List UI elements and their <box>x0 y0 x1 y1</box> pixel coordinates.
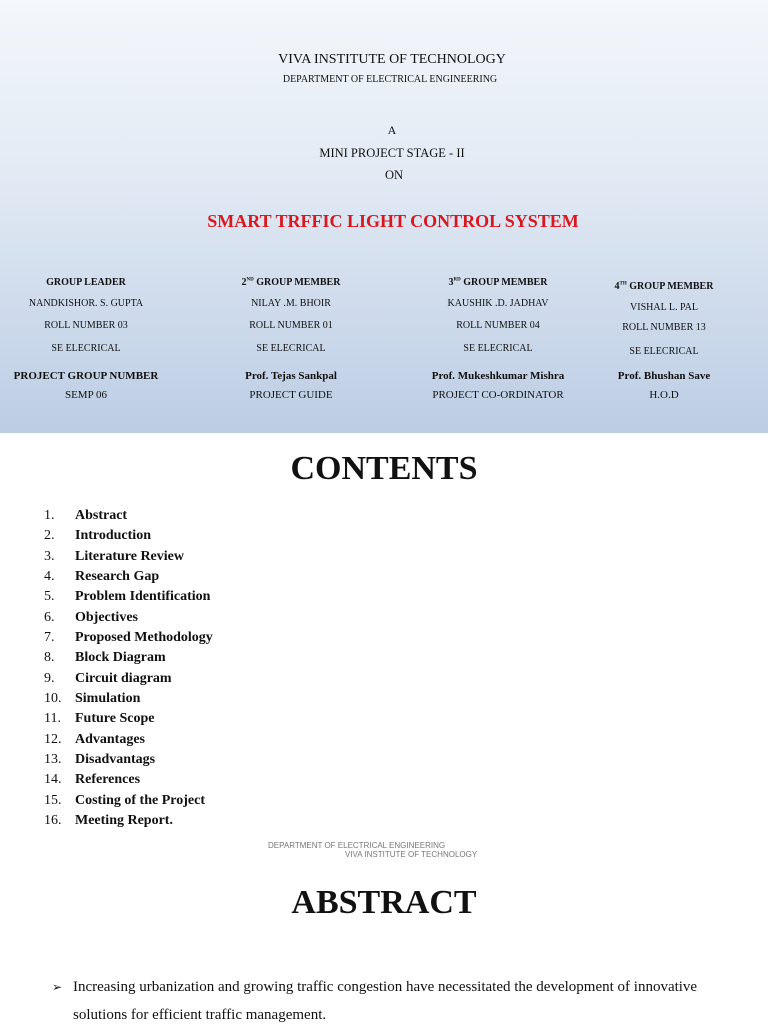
arrow-bullet-icon: ➢ <box>52 980 63 994</box>
list-item: 8. Block Diagram <box>44 650 166 666</box>
member-dept: SE ELECRICAL <box>256 343 326 354</box>
member-name: KAUSHIK .D. JADHAV <box>447 298 549 309</box>
member-roll: ROLL NUMBER 04 <box>456 320 540 331</box>
member-role: 2ND GROUP MEMBER <box>241 277 341 288</box>
member-name: NILAY .M. BHOIR <box>251 298 331 309</box>
list-item: 14. References <box>44 772 141 788</box>
contents-list <box>44 508 213 833</box>
list-item: 15. Costing of the Project <box>44 792 205 808</box>
abstract-paragraph <box>52 973 712 1029</box>
project-title: SMART TRFFIC LIGHT CONTROL SYSTEM <box>207 211 579 231</box>
member-roll: ROLL NUMBER 03 <box>44 320 128 331</box>
institute-name: VIVA INSTITUTE OF TECHNOLOGY <box>278 52 506 67</box>
staff-role: SEMP 06 <box>64 389 108 401</box>
list-item: 1. Abstract <box>44 508 128 523</box>
member-roll: ROLL NUMBER 13 <box>622 322 706 333</box>
staff-role: PROJECT GUIDE <box>249 389 333 401</box>
footer-department: DEPARTMENT OF ELECTRICAL ENGINEERING <box>268 841 446 850</box>
label-on: ON <box>384 168 404 182</box>
member-dept: SE ELECRICAL <box>463 343 533 354</box>
member-role: GROUP LEADER <box>46 277 126 288</box>
list-item: 16. Meeting Report. <box>44 812 173 828</box>
list-item: 10. Simulation <box>44 690 141 706</box>
member-dept: SE ELECRICAL <box>629 346 699 357</box>
contents-heading: CONTENTS <box>290 450 478 487</box>
list-item: 5. Problem Identification <box>44 589 211 605</box>
abstract-text: Increasing urbanization and growing traffic congestion have necessitated the development of innovative solutions for efficient traffic management. <box>73 979 698 1023</box>
member-roll: ROLL NUMBER 01 <box>249 320 333 331</box>
staff-name: Prof. Bhushan Save <box>617 370 711 382</box>
staff-name: Prof. Tejas Sankpal <box>245 370 337 382</box>
member-dept: SE ELECRICAL <box>51 343 121 354</box>
list-item: 7. Proposed Methodology <box>44 629 213 645</box>
list-item: 13. Disadvantags <box>44 751 156 767</box>
staff-name: PROJECT GROUP NUMBER <box>13 370 159 382</box>
department-name: DEPARTMENT OF ELECTRICAL ENGINEERING <box>282 74 498 85</box>
staff-role: H.O.D <box>649 389 679 401</box>
staff-role: PROJECT CO-ORDINATOR <box>432 389 564 401</box>
staff-name: Prof. Mukeshkumar Mishra <box>431 370 565 382</box>
mini-project-stage: MINI PROJECT STAGE - II <box>319 146 465 160</box>
abstract-heading: ABSTRACT <box>291 884 477 921</box>
footer-institute: VIVA INSTITUTE OF TECHNOLOGY <box>345 850 478 859</box>
list-item: 4. Research Gap <box>44 568 160 584</box>
title-slide <box>0 0 768 433</box>
list-item: 11. Future Scope <box>44 711 155 727</box>
label-a: A <box>387 123 397 137</box>
member-name: VISHAL L. PAL <box>630 302 698 313</box>
member-role: 4TH GROUP MEMBER <box>614 281 714 292</box>
list-item: 6. Objectives <box>44 609 138 625</box>
list-item: 3. Literature Review <box>44 548 184 564</box>
member-role: 3RD GROUP MEMBER <box>448 277 548 288</box>
member-name: NANDKISHOR. S. GUPTA <box>28 298 144 309</box>
list-item: 9. Circuit diagram <box>44 670 172 686</box>
list-item: 12. Advantages <box>44 731 146 747</box>
list-item: 2. Introduction <box>44 528 151 544</box>
